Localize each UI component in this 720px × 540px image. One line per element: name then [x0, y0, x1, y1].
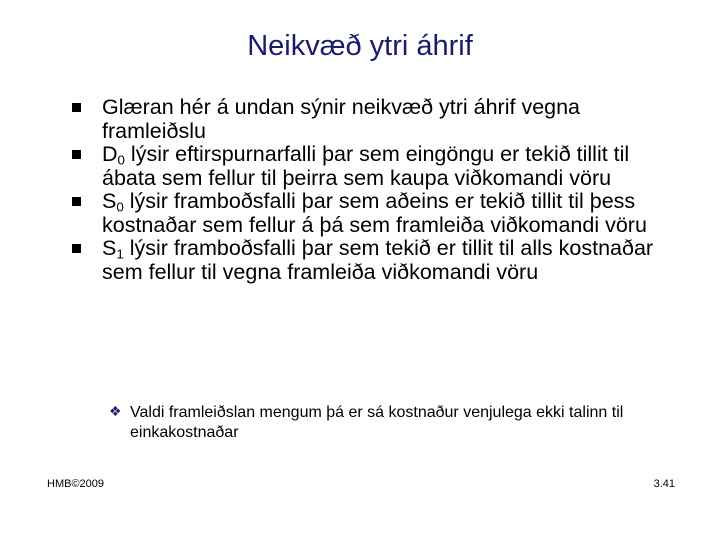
bullet-text: Glæran hér á undan sýnir neikvæð ytri áhrif vegna framleiðslu	[102, 95, 581, 143]
checkmark-diamond-icon: ❖	[109, 403, 122, 419]
slide-title: Neikvæð ytri áhrif	[247, 30, 473, 62]
bullet-text: lýsir framboðsfalli þar sem tekið er tillit til alls kostnaðar sem fellur til vegna framleiða viðkomandi vöru	[102, 236, 654, 284]
bullet-text: lýsir eftirspurnarfalli þar sem eingöngu er tekið tillit til ábata sem fellur til þeirra sem kaupa viðkomandi vöru	[102, 142, 630, 190]
bullet-lead: S	[102, 236, 117, 260]
bullet-text: lýsir framboðsfalli þar sem aðeins er tekið tillit til þess kostnaðar sem fellur á þá sem framleiða viðkomandi vöru	[102, 189, 647, 237]
bullet-list	[70, 96, 680, 284]
square-bullet-icon	[72, 197, 81, 206]
bullet-subscript: 0	[117, 152, 125, 168]
bullet-subscript: 1	[116, 246, 124, 262]
bullet-item	[70, 190, 680, 237]
square-bullet-icon	[72, 103, 81, 112]
sub-bullet	[109, 403, 690, 442]
slide-number: 3.41	[653, 478, 675, 490]
sub-bullet-text: Valdi framleiðslan mengum þá er sá kostnaður venjulega ekki talinn til einkakostnaðar	[130, 404, 624, 441]
bullet-subscript: 0	[116, 199, 124, 215]
bullet-item	[70, 237, 680, 284]
footer-copyright: HMB©2009	[47, 478, 105, 490]
bullet-lead: D	[102, 142, 118, 166]
bullet-item	[70, 143, 680, 190]
bullet-item	[70, 96, 680, 143]
square-bullet-icon	[72, 150, 81, 159]
bullet-lead: S	[102, 189, 117, 213]
square-bullet-icon	[72, 244, 81, 253]
